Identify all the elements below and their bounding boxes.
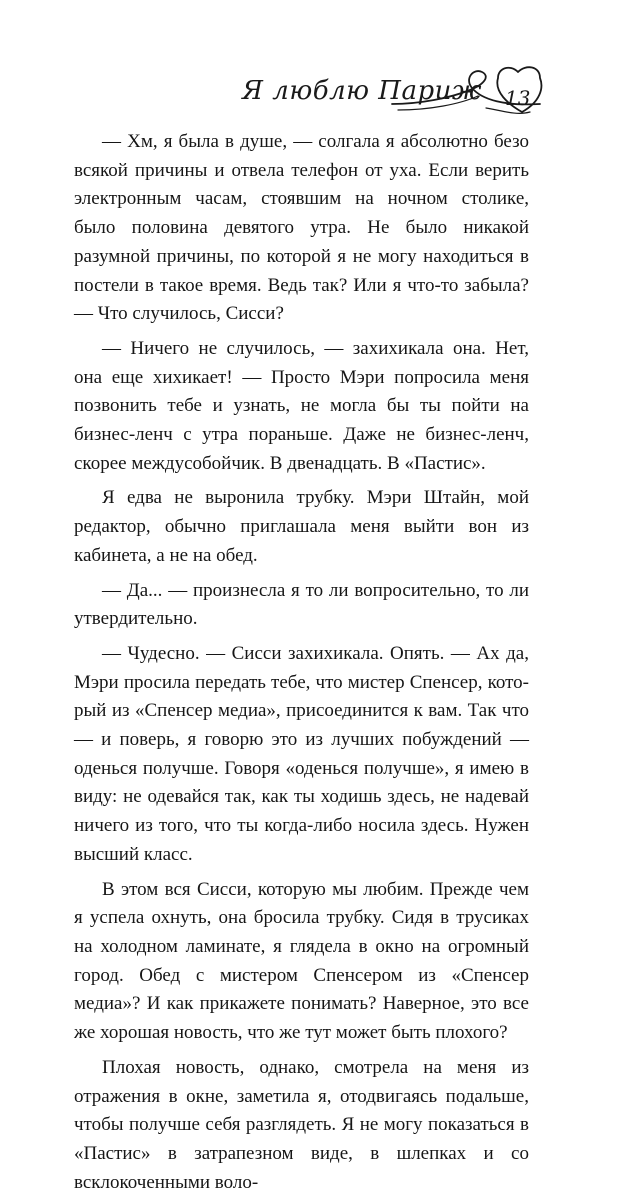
heart-flourish-icon (390, 58, 560, 130)
paragraph: Я едва не выронила трубку. Мэри Штайн, мой редактор, обычно приглашала меня выйти вон из кабинета, а не на обед. (74, 487, 529, 566)
running-header (0, 58, 619, 130)
running-title: Я люблю Париж (242, 76, 482, 106)
paragraph: Плохая новость, однако, смотрела на меня из отражения в окне, заметила я, отодвигаясь подальше, чтобы получше себя разглядеть. Я не могу показаться в «Пастис» в затрапезном виде, в шлепках и со всклокоченными воло- (74, 1056, 529, 1193)
paragraph: — Да... — произнесла я то ли вопросительно, то ли утвердительно. (74, 579, 529, 630)
paragraph: — Ничего не случилось, — захихикала она. Нет, она еще хихикает! — Просто Мэри попросила меня позвонить тебе и узнать, не могла бы ты пойти на бизнес-ленч с утра пораньше. Даже не бизнес-ленч, скорее междусобойчик. В двенадцать. В «Пастис». (74, 337, 529, 474)
paragraph: — Хм, я была в душе, — солгала я абсолютно безо всякой причины и отвела телефон от уха. Если верить электронным часам, стоявшим на ночном столике, было половина девятого утра. Не было никакой разумной причины, по которой я не могу находиться в постели в такое время. Ведь так? Или я что-то забыла? — Что случилось, Сисси? (74, 131, 529, 325)
paragraph: — Чудесно. — Сисси захихикала. Опять. — Ах да, Мэри просила передать тебе, что мистер Спенсер, который из «Спенсер медиа», присоединится к вам. Так что — и поверь, я говорю это из лучших побуждений — оденься получше. Говоря «оденься получше», я имею в виду: не одевайся так, как ты ходишь здесь, не надевай ничего из того, что ты когда-либо носила здесь. Нужен высший класс. (74, 642, 529, 865)
body-text (74, 128, 529, 1203)
paragraph: В этом вся Сисси, которую мы любим. Прежде чем я успела охнуть, она бросила трубку. Сидя в трусиках на холодном ламинате, я глядела в окно на огромный город. Обед с мистером Спенсером из «Спенсер медиа»? И как прикажете понимать? Наверное, это все же хорошая новость, что же тут может быть плохого? (74, 878, 529, 1044)
page-number: 13 (505, 86, 531, 110)
